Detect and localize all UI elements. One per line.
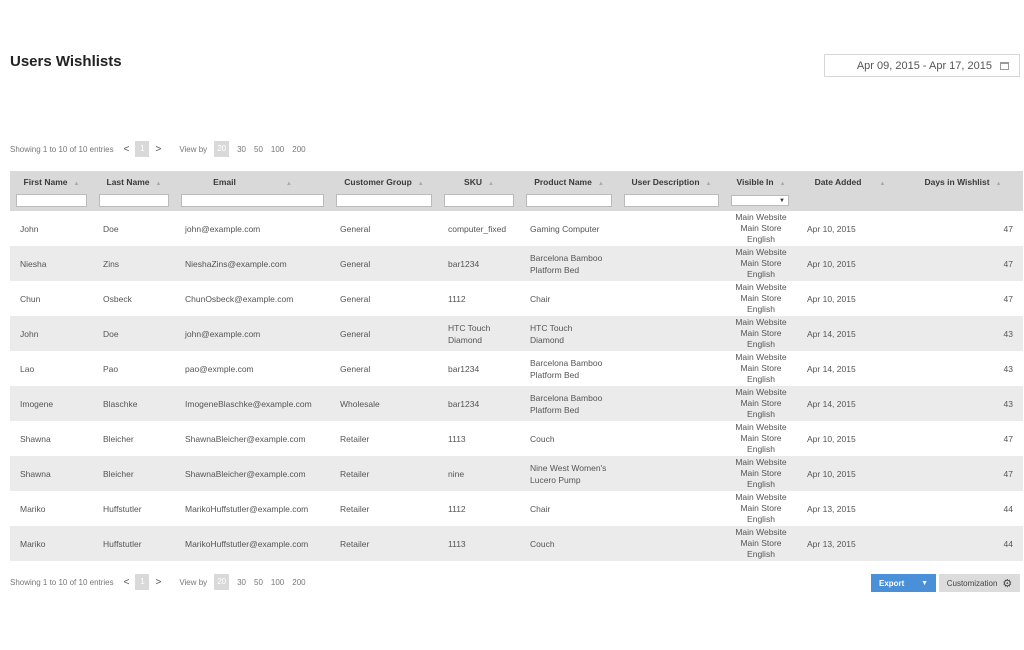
sort-icon: ▲: [995, 180, 1002, 187]
cell-sku: bar1234: [438, 246, 520, 281]
customization-button[interactable]: [939, 574, 1020, 592]
sort-icon: ▲: [597, 180, 604, 187]
col-sku[interactable]: [438, 171, 520, 192]
cell-visible-in: [725, 246, 797, 281]
cell-date-added: Apr 14, 2015: [797, 316, 903, 351]
cell-customer-group: General: [340, 293, 371, 304]
cell-sku: HTC Touch Diamond: [438, 316, 520, 351]
visible-in-line: Main Store: [740, 223, 782, 233]
visible-in-line: Main Store: [740, 398, 782, 408]
cell-date-added: Apr 10, 2015: [797, 456, 903, 491]
visible-in-line: Main Website: [735, 457, 787, 467]
view-by-200[interactable]: 200: [292, 577, 306, 587]
table-row[interactable]: [10, 491, 1023, 526]
col-label: SKU: [464, 176, 482, 187]
view-by-30[interactable]: 30: [237, 144, 246, 154]
sort-icon: ▲: [879, 180, 886, 187]
cell-user-description: [618, 386, 725, 421]
cell-product-name: HTC Touch Diamond: [520, 316, 618, 351]
cell-first-name: Shawna: [20, 433, 51, 444]
cell-sku: 1113: [448, 433, 466, 444]
view-by-50[interactable]: 50: [254, 144, 263, 154]
cell-date-added: Apr 14, 2015: [807, 363, 856, 374]
col-label: User Description: [631, 176, 700, 187]
prev-page-button[interactable]: <: [123, 143, 130, 155]
cell-email: john@example.com: [175, 316, 330, 351]
visible-in-line: Main Website: [735, 387, 787, 397]
prev-page-button[interactable]: <: [123, 576, 130, 588]
cell-days-in-wishlist: 43: [903, 316, 1023, 351]
col-label: First Name: [23, 176, 68, 187]
next-page-button[interactable]: >: [155, 576, 162, 588]
cell-email: ShawnaBleicher@example.com: [175, 456, 330, 491]
cell-first-name: Niesha: [10, 246, 93, 281]
col-label: Days in Wishlist: [924, 176, 990, 187]
cell-first-name: Shawna: [10, 456, 93, 491]
cell-date-added: Apr 10, 2015: [807, 223, 856, 234]
cell-last-name: Doe: [93, 316, 175, 351]
col-label: Date Added: [814, 176, 862, 187]
table-row[interactable]: [10, 246, 1023, 281]
cell-product-name: Barcelona Bamboo Platform Bed: [520, 246, 618, 281]
visible-in-line: Main Store: [740, 468, 782, 478]
cell-first-name: Imogene: [10, 386, 93, 421]
cell-email: MarikoHuffstutler@example.com: [175, 526, 330, 561]
filter-sku[interactable]: [444, 194, 514, 207]
visible-in-line: Main Store: [740, 363, 782, 373]
cell-customer-group: General: [330, 316, 438, 351]
cell-email: MarikoHuffstutler@example.com: [185, 503, 309, 514]
visible-in-line: Main Website: [735, 282, 787, 292]
cell-customer-group: Retailer: [340, 503, 370, 514]
cell-first-name: Mariko: [20, 503, 46, 514]
cell-user-description: [618, 281, 725, 316]
visible-in-line: English: [747, 374, 775, 384]
cell-sku: nine: [438, 456, 520, 491]
cell-product-name: Gaming Computer: [530, 223, 600, 234]
cell-product-name: Barcelona Bamboo Platform Bed: [520, 386, 618, 421]
cell-sku: 1112: [448, 503, 466, 514]
caret-down-icon[interactable]: ▼: [921, 579, 928, 587]
cell-user-description: [618, 246, 725, 281]
cell-product-name: Chair: [530, 503, 551, 514]
cell-days-in-wishlist: 43: [1003, 363, 1013, 374]
cell-email: ShawnaBleicher@example.com: [185, 433, 306, 444]
cell-visible-in: [725, 421, 797, 456]
visible-in-line: Main Website: [735, 247, 787, 257]
visible-in-line: English: [747, 409, 775, 419]
col-visible-in[interactable]: [725, 171, 797, 192]
sort-icon: ▲: [417, 180, 424, 187]
cell-email: john@example.com: [185, 223, 261, 234]
visible-in-line: English: [747, 269, 775, 279]
view-by-label: View by: [179, 144, 208, 154]
cell-product-name: Nine West Women's Lucero Pump: [520, 456, 618, 491]
visible-in-line: Main Website: [735, 352, 787, 362]
sort-icon: ▲: [285, 180, 292, 187]
cell-user-description: [618, 526, 725, 561]
entries-info: Showing 1 to 10 of 10 entries: [10, 577, 114, 587]
table-row[interactable]: [10, 211, 1023, 246]
cell-user-description: [618, 491, 725, 526]
cell-sku: 1112: [448, 293, 466, 304]
cell-user-description: [618, 421, 725, 456]
cell-customer-group: Retailer: [330, 526, 438, 561]
entries-info: Showing 1 to 10 of 10 entries: [10, 144, 114, 154]
filter-user-description[interactable]: [624, 194, 719, 207]
cell-first-name: Mariko: [10, 526, 93, 561]
view-by-20[interactable]: 20: [214, 141, 229, 157]
cell-email: NieshaZins@example.com: [175, 246, 330, 281]
cell-days-in-wishlist: 47: [1003, 223, 1013, 234]
cell-visible-in: [725, 281, 797, 316]
cell-user-description: [618, 456, 725, 491]
view-by-200[interactable]: 200: [292, 144, 306, 154]
table-row[interactable]: [10, 351, 1023, 386]
cell-customer-group: Retailer: [330, 456, 438, 491]
cell-customer-group: General: [340, 363, 371, 374]
filter-visible-in-select[interactable]: ▼: [731, 195, 789, 206]
visible-in-line: Main Website: [735, 527, 787, 537]
view-by-100[interactable]: 100: [270, 144, 285, 154]
current-page[interactable]: 1: [135, 574, 149, 590]
col-user-description[interactable]: [618, 171, 725, 192]
view-by-30[interactable]: 30: [237, 577, 246, 587]
cell-days-in-wishlist: 44: [903, 526, 1023, 561]
cell-last-name: Blaschke: [93, 386, 175, 421]
cell-user-description: [618, 316, 725, 351]
wishlist-table: [10, 171, 1023, 561]
cell-first-name: John: [10, 316, 93, 351]
gear-icon: ⚙: [1002, 577, 1013, 590]
table-row[interactable]: [10, 421, 1023, 456]
visible-in-line: Main Website: [735, 212, 787, 222]
cell-first-name: John: [20, 223, 39, 234]
cell-last-name: Huffstutler: [103, 503, 142, 514]
cell-days-in-wishlist: 47: [1003, 433, 1013, 444]
sort-icon: ▲: [155, 180, 162, 187]
sort-icon: ▲: [73, 180, 80, 187]
visible-in-line: Main Store: [740, 293, 782, 303]
visible-in-line: English: [747, 339, 775, 349]
visible-in-line: English: [747, 549, 775, 559]
cell-product-name: Couch: [520, 526, 618, 561]
view-by-20[interactable]: 20: [214, 574, 229, 590]
customization-label: Customization: [946, 578, 998, 588]
cell-product-name: Chair: [530, 293, 551, 304]
cell-first-name: Lao: [20, 363, 35, 374]
cell-last-name: Pao: [103, 363, 119, 374]
page-title: Users Wishlists: [10, 53, 122, 70]
cell-visible-in: [725, 386, 797, 421]
cell-customer-group: Wholesale: [330, 386, 438, 421]
export-label: Export: [879, 578, 905, 588]
cell-product-name: Barcelona Bamboo Platform Bed: [530, 357, 603, 380]
view-by-100[interactable]: 100: [270, 577, 285, 587]
filter-first-name[interactable]: [16, 194, 87, 207]
cell-last-name: Bleicher: [103, 433, 134, 444]
col-label: Last Name: [106, 176, 150, 187]
filter-customer-group[interactable]: [336, 194, 432, 207]
cell-date-added: Apr 10, 2015: [797, 246, 903, 281]
date-range-picker[interactable]: [824, 54, 1020, 77]
visible-in-line: Main Website: [735, 422, 787, 432]
cell-user-description: [618, 211, 725, 246]
col-date-added[interactable]: [797, 171, 903, 192]
cell-days-in-wishlist: 43: [903, 386, 1023, 421]
cell-sku: bar1234: [448, 363, 480, 374]
visible-in-line: Main Store: [740, 503, 782, 513]
col-label: Visible In: [736, 176, 774, 187]
cell-date-added: Apr 10, 2015: [807, 293, 856, 304]
cell-days-in-wishlist: 47: [903, 456, 1023, 491]
sort-icon: ▲: [705, 180, 712, 187]
filter-product-name[interactable]: [526, 194, 612, 207]
cell-date-added: Apr 10, 2015: [807, 433, 856, 444]
cell-user-description: [618, 351, 725, 386]
export-button[interactable]: [871, 574, 936, 592]
cell-sku: bar1234: [438, 386, 520, 421]
cell-last-name: Osbeck: [103, 293, 132, 304]
visible-in-line: Main Website: [735, 492, 787, 502]
view-by-label: View by: [179, 577, 208, 587]
sort-icon: ▲: [488, 180, 494, 187]
col-customer-group[interactable]: [330, 171, 438, 192]
visible-in-line: Main Website: [735, 317, 787, 327]
visible-in-line: Main Store: [740, 433, 782, 443]
cell-customer-group: General: [330, 246, 438, 281]
cell-email: ImogeneBlaschke@example.com: [175, 386, 330, 421]
calendar-icon: [1000, 62, 1009, 70]
cell-visible-in: [725, 456, 797, 491]
view-by-50[interactable]: 50: [254, 577, 263, 587]
cell-last-name: Zins: [93, 246, 175, 281]
visible-in-line: English: [747, 444, 775, 454]
cell-sku: computer_fixed: [448, 223, 507, 234]
cell-product-name: Couch: [530, 433, 555, 444]
col-email[interactable]: [175, 171, 330, 192]
visible-in-line: Main Store: [740, 538, 782, 548]
cell-email: ChunOsbeck@example.com: [185, 293, 294, 304]
table-row[interactable]: [10, 281, 1023, 316]
visible-in-line: English: [747, 479, 775, 489]
cell-last-name: Doe: [103, 223, 119, 234]
cell-visible-in: [725, 351, 797, 386]
cell-last-name: Huffstutler: [93, 526, 175, 561]
cell-customer-group: General: [340, 223, 371, 234]
next-page-button[interactable]: >: [155, 143, 162, 155]
filter-last-name[interactable]: [99, 194, 169, 207]
pager-top: [10, 141, 310, 157]
col-last-name[interactable]: [93, 171, 175, 192]
pager-bottom: [10, 574, 310, 590]
cell-visible-in: [725, 491, 797, 526]
cell-first-name: Chun: [20, 293, 41, 304]
filter-email[interactable]: [181, 194, 324, 207]
cell-date-added: Apr 14, 2015: [797, 386, 903, 421]
cell-visible-in: [725, 211, 797, 246]
table-row[interactable]: [10, 316, 1023, 351]
table-row[interactable]: [10, 386, 1023, 421]
sort-icon: ▲: [779, 180, 786, 187]
visible-in-line: Main Store: [740, 258, 782, 268]
visible-in-line: Main Store: [740, 328, 782, 338]
cell-visible-in: [725, 526, 797, 561]
col-label: Customer Group: [344, 176, 412, 187]
cell-days-in-wishlist: 47: [1003, 293, 1013, 304]
cell-date-added: Apr 13, 2015: [797, 526, 903, 561]
cell-days-in-wishlist: 44: [1003, 503, 1013, 514]
current-page[interactable]: 1: [135, 141, 149, 157]
visible-in-line: English: [747, 304, 775, 314]
cell-last-name: Bleicher: [93, 456, 175, 491]
table-row[interactable]: [10, 456, 1023, 491]
cell-days-in-wishlist: 47: [903, 246, 1023, 281]
col-product-name[interactable]: [520, 171, 618, 192]
col-label: Email: [213, 176, 236, 187]
table-row[interactable]: [10, 526, 1023, 561]
visible-in-line: English: [747, 514, 775, 524]
col-first-name[interactable]: [10, 171, 93, 192]
cell-customer-group: Retailer: [340, 433, 370, 444]
cell-email: pao@exmple.com: [185, 363, 254, 374]
visible-in-line: English: [747, 234, 775, 244]
col-label: Product Name: [534, 176, 592, 187]
cell-sku: 1113: [438, 526, 520, 561]
cell-date-added: Apr 13, 2015: [807, 503, 856, 514]
cell-visible-in: [725, 316, 797, 351]
col-days-in-wishlist[interactable]: [903, 171, 1023, 192]
date-range-value: Apr 09, 2015 - Apr 17, 2015: [856, 59, 992, 72]
